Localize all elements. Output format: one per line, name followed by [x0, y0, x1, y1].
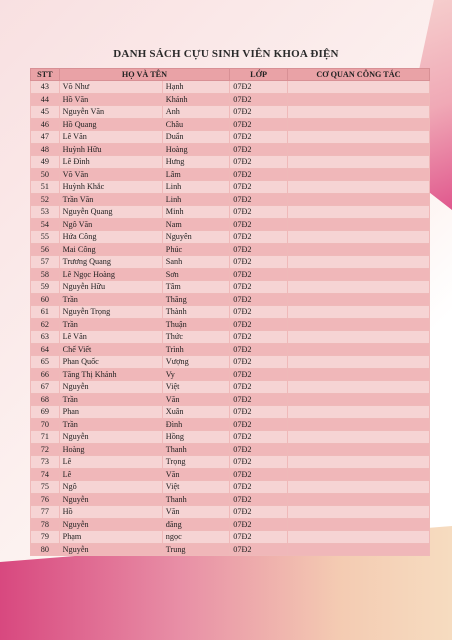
cell-ho: Lê Văn: [59, 131, 162, 144]
cell-stt: 74: [31, 468, 60, 481]
cell-co-quan: [287, 343, 429, 356]
cell-lop: 07Đ2: [230, 256, 288, 269]
cell-stt: 43: [31, 81, 60, 94]
cell-co-quan: [287, 406, 429, 419]
cell-co-quan: [287, 368, 429, 381]
cell-ho: Trần Văn: [59, 193, 162, 206]
cell-stt: 63: [31, 331, 60, 344]
cell-lop: 07Đ2: [230, 431, 288, 444]
table-row: [31, 118, 430, 131]
table-row: [31, 493, 430, 506]
cell-stt: 55: [31, 231, 60, 244]
cell-lop: 07Đ2: [230, 531, 288, 544]
table-row: [31, 543, 430, 556]
cell-ten: Lâm: [162, 168, 229, 181]
cell-lop: 07Đ2: [230, 356, 288, 369]
cell-co-quan: [287, 256, 429, 269]
cell-lop: 07Đ2: [230, 243, 288, 256]
cell-ho: Trần: [59, 393, 162, 406]
table-row: [31, 331, 430, 344]
header-lop: LỚP: [230, 69, 288, 81]
cell-lop: 07Đ2: [230, 231, 288, 244]
cell-lop: 07Đ2: [230, 443, 288, 456]
cell-co-quan: [287, 193, 429, 206]
cell-ho: Phạm: [59, 531, 162, 544]
cell-lop: 07Đ2: [230, 456, 288, 469]
cell-co-quan: [287, 281, 429, 294]
cell-ho: Hoàng: [59, 443, 162, 456]
cell-stt: 73: [31, 456, 60, 469]
cell-co-quan: [287, 481, 429, 494]
cell-stt: 50: [31, 168, 60, 181]
cell-stt: 48: [31, 143, 60, 156]
header-co-quan: CƠ QUAN CÔNG TÁC: [287, 69, 429, 81]
cell-ten: Văn: [162, 506, 229, 519]
cell-stt: 72: [31, 443, 60, 456]
cell-ten: Vy: [162, 368, 229, 381]
cell-stt: 45: [31, 106, 60, 119]
cell-ten: Phúc: [162, 243, 229, 256]
cell-ho: Nguyễn: [59, 518, 162, 531]
cell-stt: 80: [31, 543, 60, 556]
table-row: [31, 81, 430, 94]
cell-ten: Minh: [162, 206, 229, 219]
cell-lop: 07Đ2: [230, 181, 288, 194]
cell-lop: 07Đ2: [230, 418, 288, 431]
cell-ten: Trọng: [162, 456, 229, 469]
cell-ten: Việt: [162, 381, 229, 394]
cell-ten: Trình: [162, 343, 229, 356]
cell-stt: 49: [31, 156, 60, 169]
cell-ho: Hồ Văn: [59, 93, 162, 106]
cell-ho: Phan: [59, 406, 162, 419]
cell-ten: Đình: [162, 418, 229, 431]
table-row: [31, 218, 430, 231]
cell-co-quan: [287, 243, 429, 256]
cell-stt: 53: [31, 206, 60, 219]
cell-lop: 07Đ2: [230, 331, 288, 344]
header-stt: STT: [31, 69, 60, 81]
cell-stt: 65: [31, 356, 60, 369]
cell-co-quan: [287, 131, 429, 144]
cell-lop: 07Đ2: [230, 468, 288, 481]
cell-co-quan: [287, 493, 429, 506]
cell-lop: 07Đ2: [230, 518, 288, 531]
cell-ten: Linh: [162, 181, 229, 194]
cell-stt: 70: [31, 418, 60, 431]
cell-lop: 07Đ2: [230, 281, 288, 294]
cell-co-quan: [287, 531, 429, 544]
cell-co-quan: [287, 81, 429, 94]
table-row: [31, 393, 430, 406]
cell-ten: Anh: [162, 106, 229, 119]
cell-co-quan: [287, 381, 429, 394]
cell-ho: Phan Quốc: [59, 356, 162, 369]
cell-stt: 54: [31, 218, 60, 231]
cell-co-quan: [287, 93, 429, 106]
cell-co-quan: [287, 318, 429, 331]
cell-lop: 07Đ2: [230, 393, 288, 406]
cell-ho: Lê: [59, 456, 162, 469]
cell-ten: Thanh: [162, 443, 229, 456]
cell-co-quan: [287, 118, 429, 131]
cell-ten: Trung: [162, 543, 229, 556]
table-row: [31, 418, 430, 431]
cell-ho: Hứa Công: [59, 231, 162, 244]
cell-stt: 46: [31, 118, 60, 131]
cell-stt: 67: [31, 381, 60, 394]
table-row: [31, 431, 430, 444]
cell-co-quan: [287, 168, 429, 181]
table-row: [31, 256, 430, 269]
table-row: [31, 443, 430, 456]
cell-ten: Thức: [162, 331, 229, 344]
cell-ho: Mai Công: [59, 243, 162, 256]
cell-ho: Trần: [59, 418, 162, 431]
cell-ho: Ngô: [59, 481, 162, 494]
cell-co-quan: [287, 106, 429, 119]
table-header: [31, 69, 430, 81]
cell-ten: Hoàng: [162, 143, 229, 156]
table-row: [31, 356, 430, 369]
table-row: [31, 531, 430, 544]
cell-co-quan: [287, 143, 429, 156]
cell-lop: 07Đ2: [230, 118, 288, 131]
cell-ho: Lê Văn: [59, 331, 162, 344]
cell-co-quan: [287, 418, 429, 431]
cell-lop: 07Đ2: [230, 268, 288, 281]
table-row: [31, 481, 430, 494]
table-row: [31, 468, 430, 481]
cell-ten: Hạnh: [162, 81, 229, 94]
table-row: [31, 156, 430, 169]
alumni-table: [30, 68, 430, 556]
table-row: [31, 506, 430, 519]
cell-ho: Trương Quang: [59, 256, 162, 269]
cell-ten: Khánh: [162, 93, 229, 106]
cell-ho: Huỳnh Hữu: [59, 143, 162, 156]
cell-lop: 07Đ2: [230, 168, 288, 181]
page-title: DANH SÁCH CỰU SINH VIÊN KHOA ĐIỆN: [113, 48, 339, 60]
cell-ho: Tăng Thị Khánh: [59, 368, 162, 381]
cell-stt: 59: [31, 281, 60, 294]
cell-co-quan: [287, 443, 429, 456]
cell-stt: 58: [31, 268, 60, 281]
cell-co-quan: [287, 393, 429, 406]
cell-stt: 60: [31, 293, 60, 306]
table-body: [31, 81, 430, 556]
cell-ho: Nguyễn Văn: [59, 106, 162, 119]
cell-ho: Huỳnh Khắc: [59, 181, 162, 194]
cell-lop: 07Đ2: [230, 293, 288, 306]
header-row: [31, 69, 430, 81]
cell-ten: Châu: [162, 118, 229, 131]
cell-ten: Sanh: [162, 256, 229, 269]
cell-co-quan: [287, 231, 429, 244]
cell-ten: đăng: [162, 518, 229, 531]
cell-ho: Nguyễn: [59, 493, 162, 506]
cell-stt: 69: [31, 406, 60, 419]
cell-stt: 56: [31, 243, 60, 256]
cell-lop: 07Đ2: [230, 493, 288, 506]
cell-lop: 07Đ2: [230, 93, 288, 106]
cell-ten: Hồng: [162, 431, 229, 444]
cell-co-quan: [287, 218, 429, 231]
cell-ho: Trần: [59, 318, 162, 331]
cell-lop: 07Đ2: [230, 481, 288, 494]
cell-ho: Lê: [59, 468, 162, 481]
cell-stt: 71: [31, 431, 60, 444]
cell-co-quan: [287, 431, 429, 444]
cell-ten: Sơn: [162, 268, 229, 281]
cell-ho: Lê Ngọc Hoàng: [59, 268, 162, 281]
cell-ho: Võ Như: [59, 81, 162, 94]
cell-co-quan: [287, 356, 429, 369]
cell-lop: 07Đ2: [230, 543, 288, 556]
table-row: [31, 206, 430, 219]
cell-co-quan: [287, 456, 429, 469]
table-row: [31, 456, 430, 469]
cell-co-quan: [287, 518, 429, 531]
cell-lop: 07Đ2: [230, 206, 288, 219]
cell-co-quan: [287, 468, 429, 481]
table-row: [31, 243, 430, 256]
table-row: [31, 143, 430, 156]
cell-stt: 64: [31, 343, 60, 356]
table-row: [31, 406, 430, 419]
cell-ho: Chế Viết: [59, 343, 162, 356]
cell-ten: Duẩn: [162, 131, 229, 144]
cell-co-quan: [287, 181, 429, 194]
table-row: [31, 343, 430, 356]
cell-co-quan: [287, 293, 429, 306]
cell-ten: Tâm: [162, 281, 229, 294]
cell-lop: 07Đ2: [230, 381, 288, 394]
cell-co-quan: [287, 268, 429, 281]
table-row: [31, 281, 430, 294]
cell-co-quan: [287, 306, 429, 319]
cell-ten: Thanh: [162, 493, 229, 506]
cell-ten: Hưng: [162, 156, 229, 169]
table-row: [31, 381, 430, 394]
cell-lop: 07Đ2: [230, 81, 288, 94]
cell-lop: 07Đ2: [230, 156, 288, 169]
cell-ho: Nguyễn: [59, 381, 162, 394]
cell-ho: Hồ Quang: [59, 118, 162, 131]
cell-ten: Nam: [162, 218, 229, 231]
cell-ho: Hồ: [59, 506, 162, 519]
cell-ho: Nguyễn: [59, 543, 162, 556]
cell-co-quan: [287, 506, 429, 519]
cell-ho: Nguyễn Hữu: [59, 281, 162, 294]
cell-lop: 07Đ2: [230, 406, 288, 419]
cell-ten: Linh: [162, 193, 229, 206]
cell-lop: 07Đ2: [230, 131, 288, 144]
cell-lop: 07Đ2: [230, 193, 288, 206]
cell-stt: 77: [31, 506, 60, 519]
cell-ho: Trần: [59, 293, 162, 306]
cell-ten: Vượng: [162, 356, 229, 369]
cell-co-quan: [287, 543, 429, 556]
table-row: [31, 306, 430, 319]
table-row: [31, 518, 430, 531]
table-row: [31, 131, 430, 144]
cell-stt: 62: [31, 318, 60, 331]
cell-lop: 07Đ2: [230, 218, 288, 231]
table-row: [31, 93, 430, 106]
table-row: [31, 293, 430, 306]
table-row: [31, 168, 430, 181]
cell-ten: ngọc: [162, 531, 229, 544]
table-row: [31, 181, 430, 194]
cell-co-quan: [287, 206, 429, 219]
cell-ho: Ngô Văn: [59, 218, 162, 231]
cell-ho: Nguyễn Trọng: [59, 306, 162, 319]
cell-stt: 68: [31, 393, 60, 406]
cell-stt: 61: [31, 306, 60, 319]
cell-co-quan: [287, 156, 429, 169]
table-row: [31, 368, 430, 381]
cell-stt: 57: [31, 256, 60, 269]
cell-stt: 66: [31, 368, 60, 381]
table-row: [31, 106, 430, 119]
cell-lop: 07Đ2: [230, 106, 288, 119]
cell-ho: Võ Văn: [59, 168, 162, 181]
cell-stt: 79: [31, 531, 60, 544]
cell-lop: 07Đ2: [230, 318, 288, 331]
cell-stt: 51: [31, 181, 60, 194]
table-row: [31, 268, 430, 281]
cell-lop: 07Đ2: [230, 306, 288, 319]
cell-lop: 07Đ2: [230, 143, 288, 156]
cell-ten: Xuân: [162, 406, 229, 419]
cell-ho: Nguyễn Quang: [59, 206, 162, 219]
cell-stt: 76: [31, 493, 60, 506]
cell-lop: 07Đ2: [230, 368, 288, 381]
cell-lop: 07Đ2: [230, 343, 288, 356]
cell-co-quan: [287, 331, 429, 344]
table-row: [31, 318, 430, 331]
cell-ten: Việt: [162, 481, 229, 494]
table-row: [31, 193, 430, 206]
cell-ten: Thành: [162, 306, 229, 319]
cell-lop: 07Đ2: [230, 506, 288, 519]
cell-ten: Nguyên: [162, 231, 229, 244]
cell-ten: Thăng: [162, 293, 229, 306]
cell-stt: 47: [31, 131, 60, 144]
cell-stt: 52: [31, 193, 60, 206]
cell-ten: Thuận: [162, 318, 229, 331]
header-ho-ten: HỌ VÀ TÊN: [59, 69, 230, 81]
table-row: [31, 231, 430, 244]
cell-ten: Văn: [162, 468, 229, 481]
cell-stt: 44: [31, 93, 60, 106]
cell-ten: Văn: [162, 393, 229, 406]
cell-stt: 75: [31, 481, 60, 494]
cell-ho: Lê Đình: [59, 156, 162, 169]
cell-stt: 78: [31, 518, 60, 531]
cell-ho: Nguyễn: [59, 431, 162, 444]
